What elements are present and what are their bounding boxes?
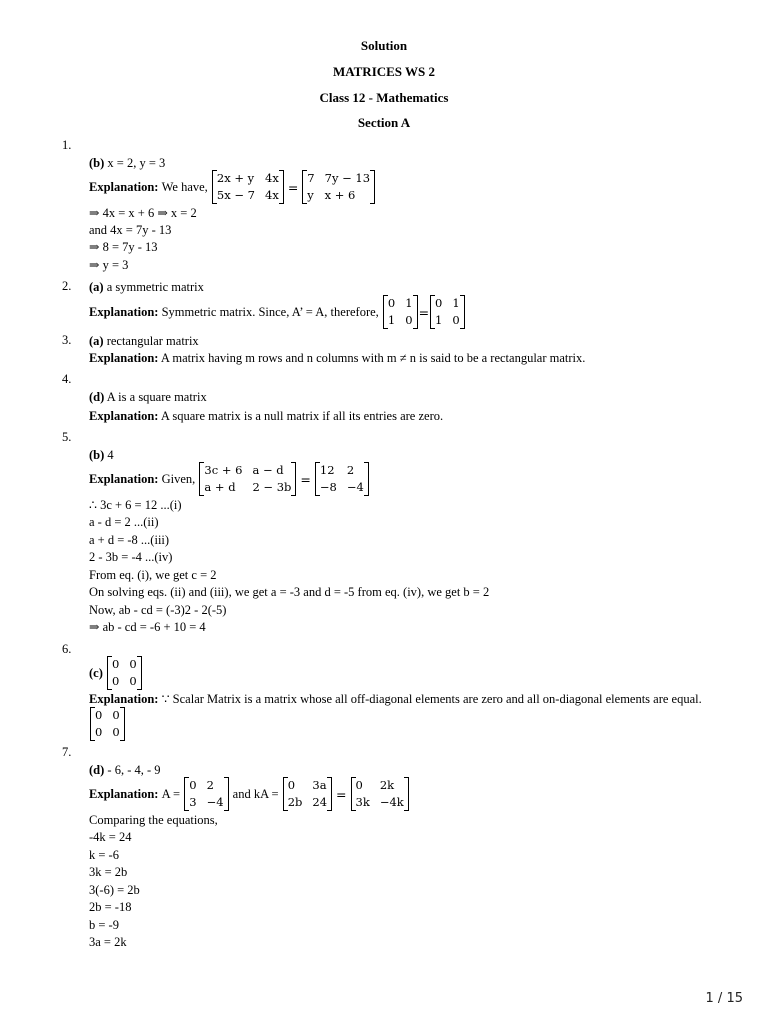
matrix-cell: 2k: [379, 778, 395, 792]
q4-explanation: [89, 408, 443, 424]
matrix-cell: 3k: [355, 795, 370, 809]
q2-explanation: [89, 295, 466, 329]
q5-step-8: ⇒ ab - cd = -6 + 10 = 4: [89, 620, 206, 634]
q7-step-3: k = -6: [89, 848, 119, 862]
subject-heading: Class 12 - Mathematics: [319, 90, 449, 105]
matrix-cell: 0: [435, 296, 443, 310]
matrix-cell: x + 6: [324, 188, 356, 202]
q1-option: (b): [89, 156, 105, 170]
matrix-cell: 1: [405, 296, 413, 310]
matrix-cell: 0: [452, 313, 460, 327]
solution-heading: Solution: [360, 38, 408, 53]
q5-matrix-right: [315, 462, 369, 496]
q7-step-1: Comparing the equations,: [89, 813, 218, 827]
question-number-1: 1.: [62, 138, 72, 152]
matrix-cell: 4x: [265, 188, 279, 202]
q1-answer-text: x = 2, y = 3: [107, 156, 166, 170]
q1-explanation-text: We have,: [161, 179, 208, 194]
q5-step-4: 2 - 3b = -4 ...(iv): [89, 550, 173, 564]
matrix-cell: 0: [405, 313, 413, 327]
q6-explanation: [89, 691, 702, 707]
q7-explanation: [89, 777, 410, 811]
matrix-cell: −4: [206, 795, 224, 809]
explanation-label: Explanation:: [89, 304, 159, 319]
matrix-cell: 12: [319, 463, 335, 477]
q7-step-2: -4k = 24: [89, 830, 132, 844]
q7-step-8: 3a = 2k: [89, 935, 127, 949]
q5-step-3: a + d = -8 ...(iii): [89, 533, 170, 547]
q5-step-6: On solving eqs. (ii) and (iii), we get a = -3 and d = -5 from eq. (iv), we get b = 2: [89, 585, 490, 599]
explanation-label: Explanation:: [89, 409, 159, 423]
q7-option: (d): [89, 763, 105, 777]
explanation-label: Explanation:: [89, 692, 159, 706]
q7-step-6: 2b = -18: [89, 900, 132, 914]
q7-mid-text: and kA =: [232, 786, 279, 801]
explanation-label: Explanation:: [89, 471, 159, 486]
q6-answer-matrix: [107, 656, 142, 690]
matrix-cell: −4k: [379, 795, 404, 809]
matrix-cell: 0: [387, 296, 396, 310]
matrix-cell: 0: [112, 657, 120, 671]
q1-matrix-right: [302, 170, 375, 204]
q4-explanation-text: A square matrix is a null matrix if all its entries are zero.: [160, 409, 444, 423]
q2-answer: [89, 279, 204, 295]
matrix-cell: 0: [355, 778, 363, 792]
q5-explanation-text: Given,: [161, 471, 196, 486]
q1-step-4: ⇒ y = 3: [89, 258, 129, 272]
question-number-5: 5.: [62, 430, 72, 444]
explanation-label: Explanation:: [89, 351, 159, 365]
equals-sign: =: [300, 471, 311, 487]
matrix-cell: 2 − 3b: [252, 480, 292, 494]
matrix-cell: 0: [129, 674, 137, 688]
q1-explanation: [89, 170, 376, 204]
q5-option: (b): [89, 448, 105, 462]
q2-option: (a): [89, 280, 104, 294]
matrix-cell: 24: [312, 795, 328, 809]
matrix-cell: 2: [206, 778, 214, 792]
q7-step-5: 3(-6) = 2b: [89, 883, 140, 897]
q2-answer-text: a symmetric matrix: [106, 280, 204, 294]
q5-step-5: From eq. (i), we get c = 2: [89, 568, 217, 582]
explanation-label: Explanation:: [89, 179, 159, 194]
q4-option: (d): [89, 390, 105, 404]
q3-explanation-text: A matrix having m rows and n columns with m ≠ n is said to be a rectangular matrix.: [160, 351, 586, 365]
q3-answer: [89, 333, 199, 349]
q5-answer: [89, 447, 114, 463]
matrix-cell: 0: [189, 778, 197, 792]
matrix-cell: 0: [287, 778, 296, 792]
q6-explanation-matrix: [90, 707, 125, 741]
q5-step-2: a - d = 2 ...(ii): [89, 515, 159, 529]
q3-option: (a): [89, 334, 104, 348]
matrix-cell: 2x + y: [216, 171, 255, 185]
worksheet-title: MATRICES WS 2: [332, 64, 436, 79]
q7-matrix-ka: [283, 777, 332, 811]
q7-matrix-k: [351, 777, 409, 811]
matrix-cell: 7y − 13: [324, 171, 371, 185]
explanation-label: Explanation:: [89, 786, 159, 801]
matrix-cell: 0: [112, 708, 120, 722]
q1-step-2: and 4x = 7y - 13: [89, 223, 172, 237]
q5-answer-text: 4: [107, 448, 114, 462]
q1-step-3: ⇒ 8 = 7y - 13: [89, 240, 158, 254]
q4-answer-text: A is a square matrix: [106, 390, 207, 404]
matrix-cell: 1: [387, 313, 396, 327]
q6-explanation-text: ∵ Scalar Matrix is a matrix whose all off-diagonal elements are zero and all on-diagonal elements are equal.: [161, 692, 702, 706]
q1-matrix-left: [212, 170, 284, 204]
matrix-cell: 3a: [312, 778, 327, 792]
matrix-cell: 3: [189, 795, 197, 809]
matrix-cell: 5x − 7: [216, 188, 255, 202]
matrix-cell: 2: [346, 463, 355, 477]
question-number-3: 3.: [62, 333, 72, 347]
matrix-cell: 1: [435, 313, 443, 327]
matrix-cell: 3c + 6: [204, 463, 243, 477]
q2-matrix-right: [430, 295, 465, 329]
page-indicator: 1 / 15: [705, 991, 743, 1006]
matrix-cell: 7: [307, 171, 315, 185]
q3-explanation: [89, 350, 585, 366]
matrix-cell: 0: [95, 725, 103, 739]
equals-sign: =: [418, 304, 430, 320]
q2-explanation-text: Symmetric matrix. Since, A’ = A, therefore,: [161, 304, 379, 319]
question-number-2: 2.: [62, 279, 72, 293]
equals-sign: =: [336, 786, 347, 802]
matrix-cell: 1: [452, 296, 460, 310]
q7-step-7: b = -9: [89, 918, 119, 932]
q7-explanation-text: A =: [161, 786, 181, 801]
equals-sign: =: [287, 179, 299, 195]
q7-matrix-a: [184, 777, 228, 811]
matrix-cell: a − d: [252, 463, 284, 477]
q5-explanation: [89, 462, 370, 496]
matrix-cell: −4: [346, 480, 364, 494]
q5-step-7: Now, ab - cd = (-3)2 - 2(-5): [89, 603, 227, 617]
q1-step-1: ⇒ 4x = x + 6 ⇒ x = 2: [89, 206, 197, 220]
q4-answer: [89, 389, 207, 405]
matrix-cell: 0: [112, 674, 120, 688]
question-number-6: 6.: [62, 642, 72, 656]
matrix-cell: 0: [129, 657, 137, 671]
q1-answer: [89, 155, 165, 171]
q6-explanation-matrix-row: [89, 707, 126, 741]
matrix-cell: 4x: [265, 171, 279, 185]
q5-step-1: ∴ 3c + 6 = 12 ...(i): [89, 498, 182, 512]
matrix-cell: a + d: [204, 480, 236, 494]
question-number-4: 4.: [62, 372, 72, 386]
q2-matrix-left: [383, 295, 418, 329]
q7-answer: [89, 762, 161, 778]
q6-option: (c): [89, 665, 103, 680]
matrix-cell: 0: [95, 708, 103, 722]
q7-step-4: 3k = 2b: [89, 865, 128, 879]
matrix-cell: y: [307, 188, 314, 202]
q5-matrix-left: [199, 462, 296, 496]
question-number-7: 7.: [62, 745, 72, 759]
matrix-cell: 0: [112, 725, 120, 739]
matrix-cell: 2b: [287, 795, 303, 809]
q7-answer-text: - 6, - 4, - 9: [107, 763, 161, 777]
q3-answer-text: rectangular matrix: [106, 334, 199, 348]
q6-answer: [89, 656, 143, 690]
section-heading: Section A: [357, 115, 411, 130]
matrix-cell: −8: [319, 480, 337, 494]
